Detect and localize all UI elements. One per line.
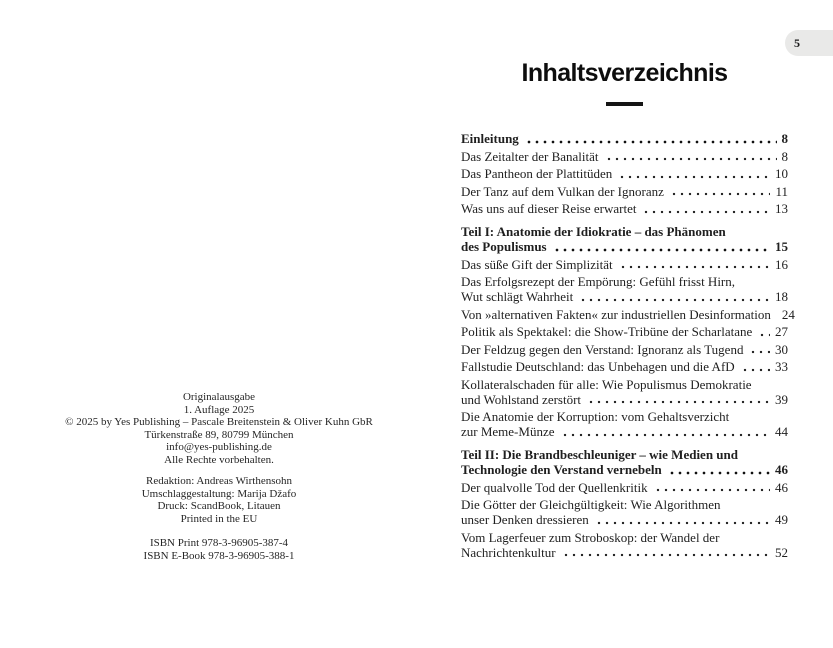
- dot-leader: [741, 368, 770, 372]
- page-number: 5: [794, 35, 800, 50]
- toc-entry-label-line2: des Populismus: [461, 239, 547, 254]
- toc-entry-label: Teil II: Die Brandbeschleuniger – wie Medien und: [461, 447, 738, 462]
- dot-leader: [561, 433, 771, 437]
- toc-entry-page: 10: [775, 166, 788, 181]
- dot-leader: [553, 248, 770, 252]
- toc-entry: [461, 131, 788, 146]
- toc-entry: [461, 530, 788, 560]
- dot-leader: [525, 140, 777, 144]
- toc-entry-page: 13: [775, 201, 788, 216]
- imprint-line-address: Türkenstraße 89, 80799 München: [144, 428, 294, 441]
- toc-entry: [461, 184, 788, 199]
- dot-leader: [595, 521, 770, 525]
- toc-entry-page: 39: [775, 391, 788, 407]
- dot-leader: [562, 553, 770, 557]
- dot-leader: [579, 298, 770, 302]
- toc-entry: [461, 324, 788, 339]
- toc-entry-label: Der Feldzug gegen den Verstand: Ignoranz als Tugend: [461, 341, 744, 357]
- dot-leader: [758, 333, 770, 337]
- toc-entry-section-2: [461, 447, 788, 477]
- toc-entry-label: Teil I: Anatomie der Idiokratie – das Phänomen: [461, 224, 726, 239]
- toc-entry-page: 49: [775, 512, 788, 527]
- toc-entry-label: Die Anatomie der Korruption: vom Gehaltsverzicht: [461, 409, 730, 424]
- imprint-block-isbn: [0, 537, 438, 562]
- page-title: Inhaltsverzeichnis: [521, 59, 728, 87]
- toc-entry-label: Das Zeitalter der Banalität: [461, 148, 599, 164]
- toc-entry-label-line2: Nachrichtenkultur: [461, 544, 556, 560]
- toc-entry-label-line2: und Wohlstand zerstört: [461, 391, 582, 407]
- toc-entry-page: 8: [781, 131, 788, 146]
- toc-entry-page: 27: [775, 324, 788, 339]
- imprint-block-edition: [0, 391, 438, 466]
- toc-entry: [461, 166, 788, 181]
- toc-entry-label-line2: unser Denken dressieren: [461, 512, 589, 527]
- toc-entry-page: 8: [781, 148, 788, 164]
- imprint-line-isbn-print: ISBN Print 978-3-96905-387-4: [149, 537, 289, 549]
- toc-entry-page: 33: [775, 359, 788, 374]
- toc-entry-section-1: [461, 224, 788, 254]
- imprint-line-copyright: © 2025 by Yes Publishing – Pascale Breitenstein & Oliver Kuhn GbR: [65, 416, 373, 428]
- toc-entry-label: Politik als Spektakel: die Show-Tribüne der Scharlatane: [461, 324, 753, 339]
- toc-entry-label: Der Tanz auf dem Vulkan der Ignoranz: [461, 183, 664, 199]
- toc-entry-page: 52: [775, 544, 788, 560]
- toc-entry-page: 15: [775, 239, 788, 254]
- toc-entry-label: Das Erfolgsrezept der Empörung: Gefühl frisst Hirn,: [461, 274, 736, 289]
- imprint-block-credits: [0, 475, 438, 525]
- toc-page: [461, 0, 800, 648]
- toc-entry-page: 44: [775, 424, 788, 439]
- toc-entry-page: 24: [781, 306, 795, 322]
- imprint-line-cover: Umschlaggestaltung: Marija Džafo: [141, 487, 297, 500]
- toc-entry-label: Einleitung: [461, 131, 519, 146]
- toc-entry: [461, 306, 795, 322]
- dot-leader: [642, 210, 770, 214]
- dot-leader: [654, 488, 770, 492]
- toc-list: [461, 131, 795, 560]
- imprint-line-email: info@yes-publishing.de: [166, 441, 272, 453]
- toc-entry-page: 46: [775, 479, 788, 495]
- dot-leader: [605, 157, 777, 161]
- toc-entry-label: Das süße Gift der Simplizität: [461, 256, 613, 272]
- toc-entry-label: Das Pantheon der Plattitüden: [461, 166, 613, 181]
- dot-leader: [670, 192, 771, 196]
- page-number-tab: [785, 30, 833, 56]
- dot-leader: [668, 471, 770, 475]
- imprint-line: 1. Auflage 2025: [183, 403, 255, 416]
- toc-entry-label-line2: Technologie den Verstand vernebeln: [461, 462, 662, 477]
- toc-entry-label-line2: zur Meme-Münze: [461, 424, 555, 439]
- toc-entry-label: Der qualvolle Tod der Quellenkritik: [461, 479, 648, 495]
- toc-entry: [461, 257, 788, 272]
- toc-entry: [461, 149, 788, 164]
- toc-entry-label: Vom Lagerfeuer zum Stroboskop: der Wandel der: [461, 529, 720, 545]
- toc-entry: [461, 201, 788, 216]
- toc-entry: [461, 377, 788, 407]
- toc-entry-label: Kollateralschaden für alle: Wie Populismus Demokratie: [461, 376, 752, 392]
- toc-entry-label: Von »alternativen Fakten« zur industriellen Desinformation: [461, 306, 771, 322]
- toc-entry-page: 18: [775, 289, 788, 304]
- imprint-line-rights: Alle Rechte vorbehalten.: [164, 453, 274, 466]
- toc-entry-page: 16: [775, 256, 788, 272]
- toc-entry-page: 46: [775, 462, 788, 477]
- toc-entry-label: Fallstudie Deutschland: das Unbehagen und die AfD: [461, 359, 735, 374]
- toc-entry-label-line2: Wut schlägt Wahrheit: [461, 289, 574, 304]
- imprint-line-printed: Printed in the EU: [180, 512, 258, 525]
- toc-entry: [461, 497, 788, 527]
- toc-entry-page: 11: [775, 183, 788, 199]
- dot-leader: [618, 175, 770, 179]
- dot-leader: [587, 400, 770, 404]
- toc-entry: [461, 274, 788, 304]
- toc-entry-label: Was uns auf dieser Reise erwartet: [461, 201, 637, 216]
- toc-entry-page: 30: [775, 341, 788, 357]
- toc-entry-label: Die Götter der Gleichgültigkeit: Wie Algorithmen: [461, 497, 721, 512]
- dot-leader: [749, 350, 770, 354]
- dot-leader: [619, 265, 770, 269]
- imprint-line: Originalausgabe: [182, 391, 256, 403]
- toc-entry: [461, 342, 788, 357]
- toc-entry: [461, 359, 788, 374]
- title-rule-divider: [606, 102, 643, 106]
- toc-entry: [461, 409, 788, 439]
- imprint-line-druck: Druck: ScandBook, Litauen: [157, 500, 281, 512]
- imprint-line-redaktion: Redaktion: Andreas Wirthensohn: [146, 475, 292, 487]
- toc-entry: [461, 480, 788, 495]
- imprint-line-isbn-ebook: ISBN E-Book 978-3-96905-388-1: [143, 549, 295, 562]
